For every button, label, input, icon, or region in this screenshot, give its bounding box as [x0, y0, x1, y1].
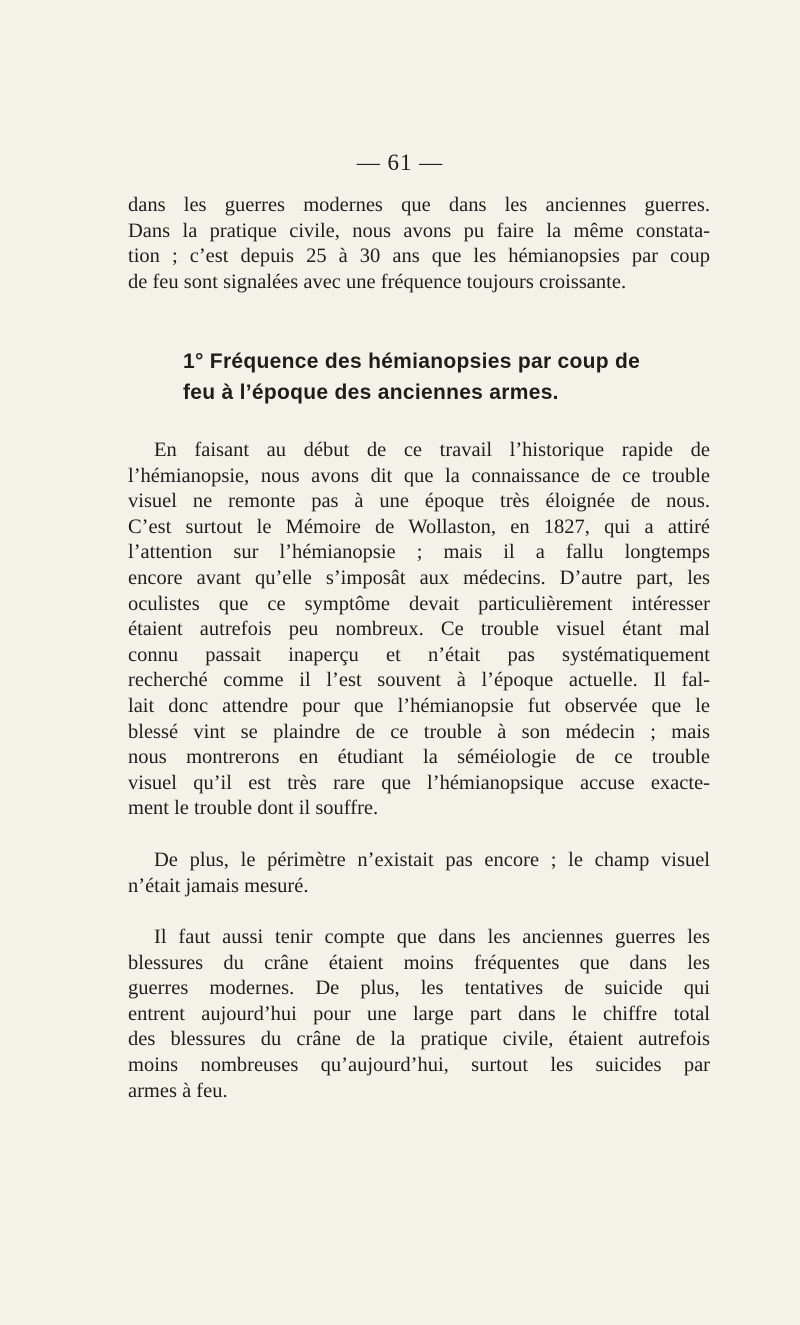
text-line: De plus, le périmètre n’existait pas encore ; le champ visuel: [154, 849, 710, 871]
text-line: blessures du crâne étaient moins fréquentes que dans les: [128, 951, 710, 974]
text-line: des blessures du crâne de la pratique civile, étaient autrefois: [128, 1028, 710, 1051]
text-line: recherché comme il l’est souvent à l’époque actuelle. Il fal-: [128, 669, 710, 692]
text-line: Dans la pratique civile, nous avons pu faire la même constata-: [128, 219, 710, 242]
text-line: lait donc attendre pour que l’hémianopsie fut observée que le: [128, 694, 710, 717]
text-line: connu passait inaperçu et n’était pas systématiquement: [128, 643, 710, 666]
section-heading-line: 1° Fréquence des hémianopsies par coup de: [183, 350, 641, 373]
text-line: moins nombreuses qu’aujourd’hui, surtout les suicides par: [128, 1053, 710, 1076]
text-line: n’était jamais mesuré.: [128, 874, 309, 897]
page-number: — 61 —: [356, 150, 444, 175]
text-line: armes à feu.: [128, 1079, 228, 1102]
text-line: tion ; c’est depuis 25 à 30 ans que les hémianopsies par coup: [128, 245, 710, 268]
paragraph-skull-wounds: [128, 925, 710, 1104]
text-line: l’hémianopsie, nous avons dit que la connaissance de ce trouble: [128, 464, 710, 487]
text-line: entrent aujourd’hui pour une large part dans le chiffre total: [128, 1002, 710, 1025]
intro-paragraph: [128, 193, 710, 295]
text-line: de feu sont signalées avec une fréquence toujours croissante.: [128, 270, 627, 293]
text-line: ment le trouble dont il souffre.: [128, 797, 379, 820]
text-line: oculistes que ce symptôme devait particulièrement intéresser: [128, 592, 710, 615]
text-line: blessé vint se plaindre de ce trouble à son médecin ; mais: [128, 720, 710, 743]
text-line: étaient autrefois peu nombreux. Ce trouble visuel étant mal: [128, 618, 710, 641]
text-line: visuel qu’il est très rare que l’hémianopsique accuse exacte-: [128, 771, 710, 794]
paragraph-history: [128, 438, 710, 822]
text-line: En faisant au début de ce travail l’historique rapide de: [154, 439, 710, 461]
text-line: visuel ne remonte pas à une époque très éloignée de nous.: [128, 490, 710, 513]
section-heading: [183, 346, 723, 408]
text-line: dans les guerres modernes que dans les anciennes guerres.: [128, 194, 710, 216]
text-line: C’est surtout le Mémoire de Wollaston, en 1827, qui a attiré: [128, 515, 710, 538]
text-line: encore avant qu’elle s’imposât aux médecins. D’autre part, les: [128, 566, 710, 589]
paragraph-perimeter: [128, 848, 710, 899]
text-line: l’attention sur l’hémianopsie ; mais il a fallu longtemps: [128, 541, 710, 564]
text-line: guerres modernes. De plus, les tentatives de suicide qui: [128, 977, 710, 1000]
text-line: nous montrerons en étudiant la séméiologie de ce trouble: [128, 746, 710, 769]
section-heading-line: feu à l’époque des anciennes armes.: [183, 381, 559, 404]
text-line: Il faut aussi tenir compte que dans les anciennes guerres les: [154, 926, 710, 948]
